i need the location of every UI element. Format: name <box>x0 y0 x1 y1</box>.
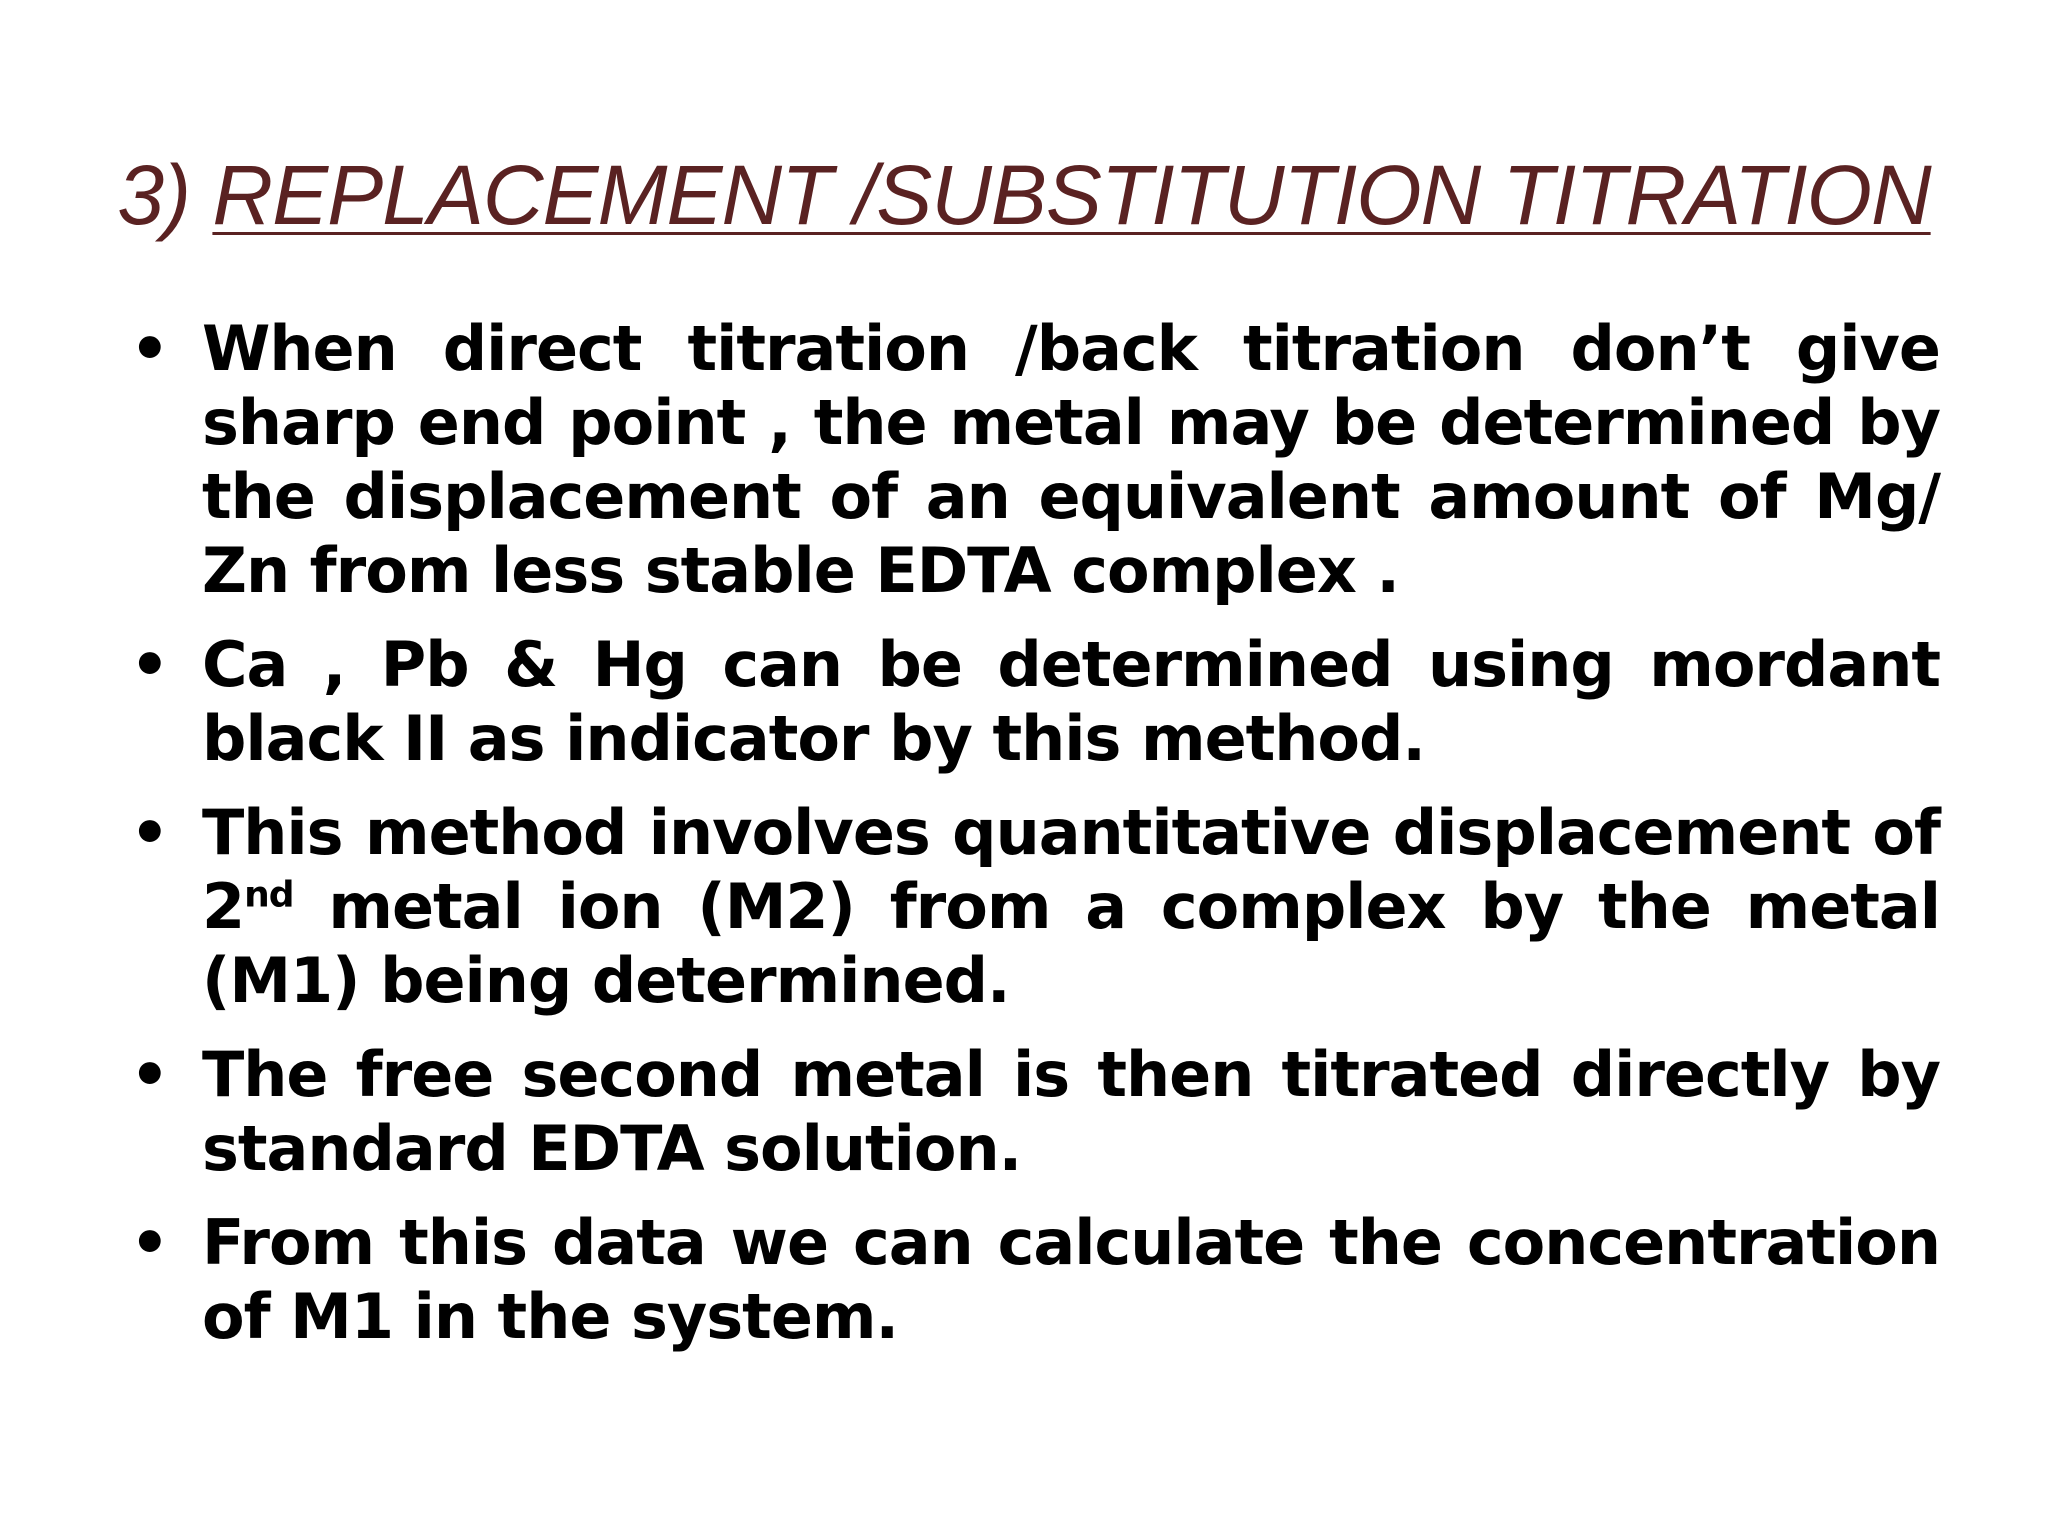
bullet-item <box>130 312 1940 608</box>
bullet-dot-icon: • <box>130 796 169 869</box>
bullet-item <box>130 1206 1940 1354</box>
bullet-text-before: This method involves quantitative displacement of 2 <box>202 796 1940 943</box>
title-number: 3) <box>117 148 191 242</box>
bullet-item <box>130 796 1940 1018</box>
bullet-item <box>130 1038 1940 1186</box>
bullet-dot-icon: • <box>130 1038 169 1111</box>
bullet-text: When direct titration /back titration don’t give sharp end point , the metal may be determined by the displacement of an equivalent amount of Mg/ Zn from less stable EDTA complex . <box>202 312 1940 607</box>
slide-title <box>0 145 2048 245</box>
bullet-item <box>130 628 1940 776</box>
bullet-text: From this data we can calculate the concentration of M1 in the system. <box>202 1206 1940 1353</box>
bullet-text: The free second metal is then titrated directly by standard EDTA solution. <box>202 1038 1940 1185</box>
bullet-dot-icon: • <box>130 628 169 701</box>
bullet-superscript: nd <box>244 874 294 916</box>
bullet-dot-icon: • <box>130 312 169 385</box>
title-text: REPLACEMENT /SUBSTITUTION TITRATION <box>212 148 1931 242</box>
bullet-list <box>130 312 1940 1374</box>
bullet-dot-icon: • <box>130 1206 169 1279</box>
bullet-text: Ca , Pb & Hg can be determined using mordant black II as indicator by this method. <box>202 628 1940 775</box>
bullet-text-after: metal ion (M2) from a complex by the metal (M1) being determined. <box>202 870 1940 1017</box>
